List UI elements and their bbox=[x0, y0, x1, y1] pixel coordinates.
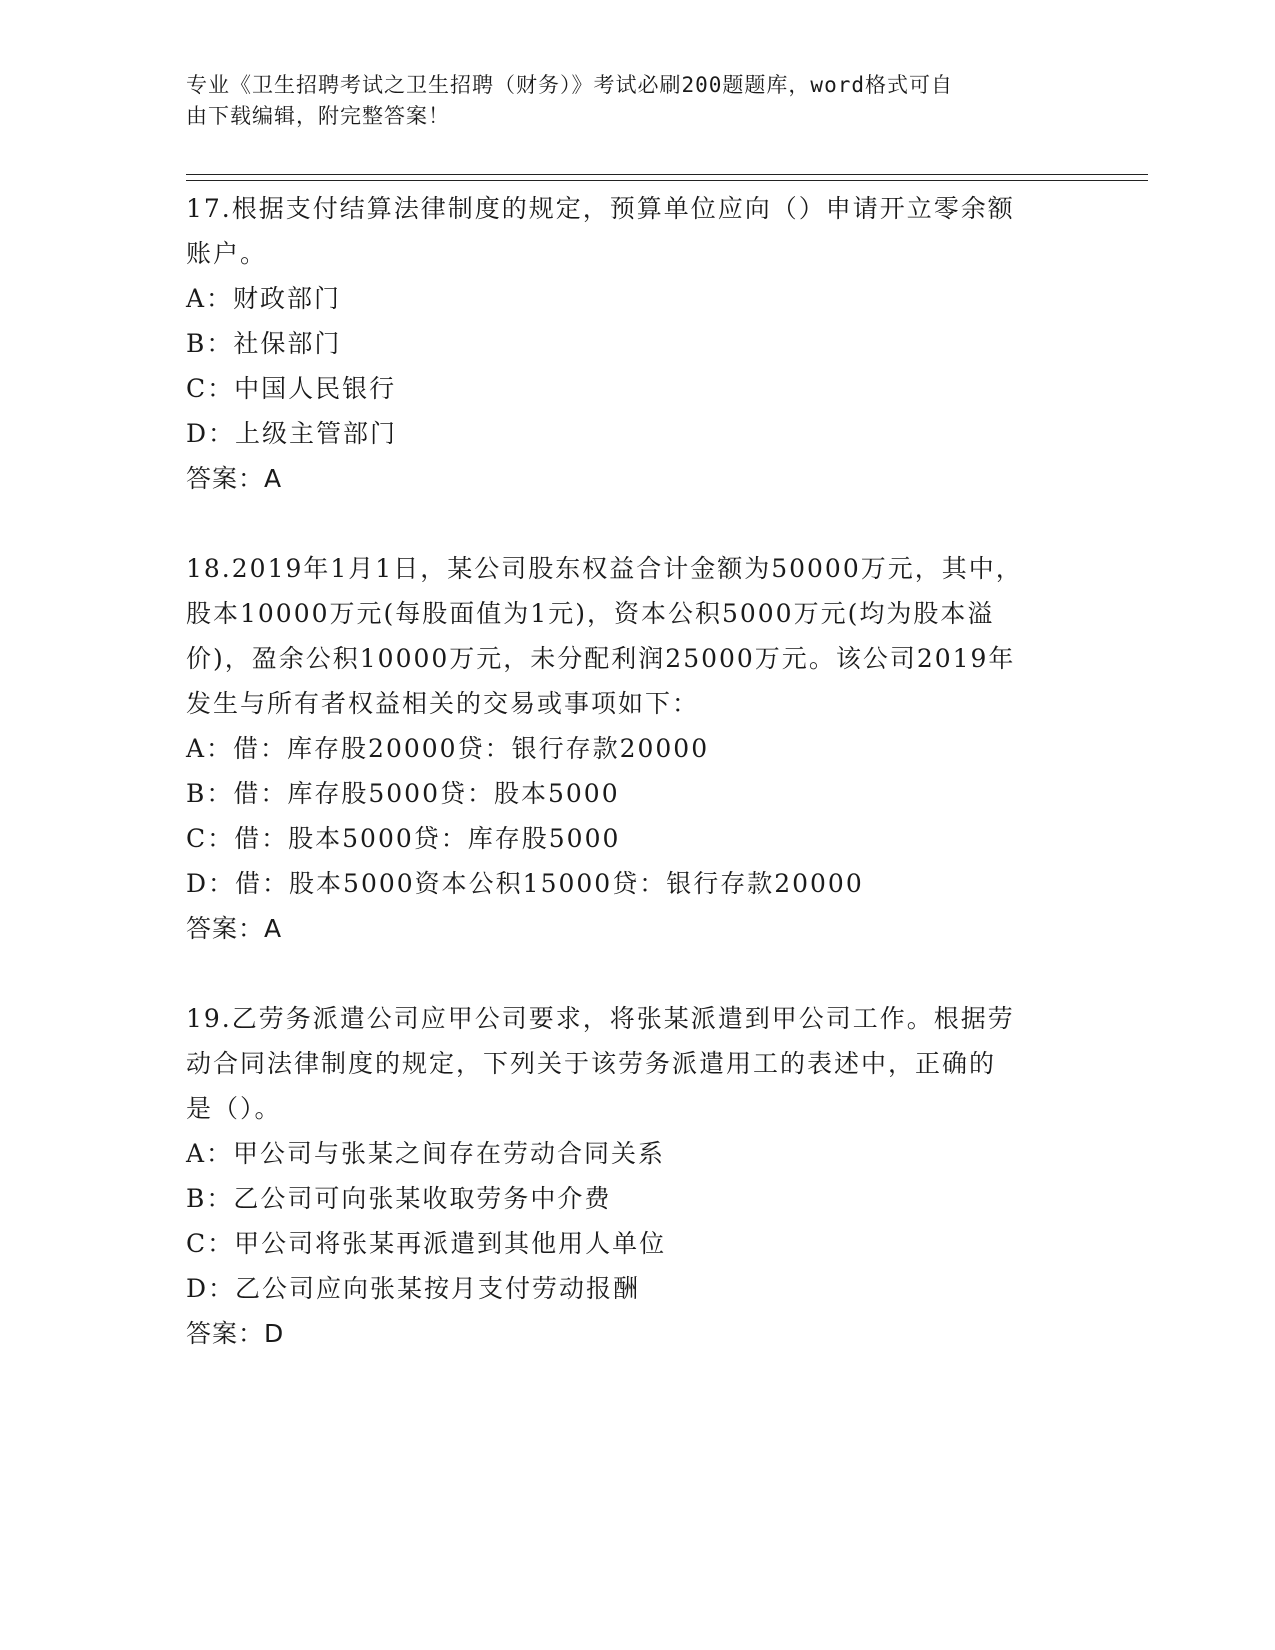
option-a: A：借：库存股20000贷：银行存款20000 bbox=[186, 734, 710, 763]
option-a: A：甲公司与张某之间存在劳动合同关系 bbox=[186, 1139, 666, 1168]
option-c: C：中国人民银行 bbox=[186, 374, 397, 403]
header-line-1: 专业《卫生招聘考试之卫生招聘（财务）》考试必刷200题题库，word格式可自 bbox=[186, 73, 953, 97]
header-divider-bottom bbox=[186, 180, 1148, 181]
option-c: C：甲公司将张某再派遣到其他用人单位 bbox=[186, 1229, 667, 1258]
stem-line: 账户。 bbox=[186, 239, 268, 268]
option-d: D：借：股本5000资本公积15000贷：银行存款20000 bbox=[186, 869, 864, 898]
question-18 bbox=[186, 546, 1076, 951]
stem-line: 股本10000万元(每股面值为1元)，资本公积5000万元(均为股本溢 bbox=[186, 599, 995, 628]
stem-line: 动合同法律制度的规定，下列关于该劳务派遣用工的表述中，正确的 bbox=[186, 1049, 997, 1078]
stem-line: 18.2019年1月1日，某公司股东权益合计金额为50000万元，其中， bbox=[186, 554, 1023, 583]
answer-line: 答案：D bbox=[186, 1319, 285, 1348]
question-stem bbox=[186, 996, 1076, 1131]
answer-line: 答案：A bbox=[186, 914, 283, 943]
document-header bbox=[186, 70, 1066, 132]
question-stem bbox=[186, 546, 1076, 726]
stem-line: 是（）。 bbox=[186, 1094, 282, 1123]
option-d: D：乙公司应向张某按月支付劳动报酬 bbox=[186, 1274, 641, 1303]
stem-line: 17.根据支付结算法律制度的规定，预算单位应向（）申请开立零余额 bbox=[186, 194, 1015, 223]
option-b: B：借：库存股5000贷：股本5000 bbox=[186, 779, 620, 808]
stem-line: 19.乙劳务派遣公司应甲公司要求，将张某派遣到甲公司工作。根据劳 bbox=[186, 1004, 1015, 1033]
question-stem bbox=[186, 186, 1076, 276]
option-b: B：乙公司可向张某收取劳务中介费 bbox=[186, 1184, 612, 1213]
question-17 bbox=[186, 186, 1076, 501]
option-c: C：借：股本5000贷：库存股5000 bbox=[186, 824, 621, 853]
question-19 bbox=[186, 996, 1076, 1356]
option-d: D：上级主管部门 bbox=[186, 419, 398, 448]
option-a: A：财政部门 bbox=[186, 284, 342, 313]
stem-line: 发生与所有者权益相关的交易或事项如下： bbox=[186, 689, 700, 718]
question-list bbox=[186, 186, 1076, 1401]
stem-line: 价)，盈余公积10000万元，未分配利润25000万元。该公司2019年 bbox=[186, 644, 1016, 673]
header-divider-top bbox=[186, 174, 1148, 175]
answer-line: 答案：A bbox=[186, 464, 283, 493]
header-line-2: 由下载编辑，附完整答案！ bbox=[186, 104, 450, 128]
option-b: B：社保部门 bbox=[186, 329, 342, 358]
